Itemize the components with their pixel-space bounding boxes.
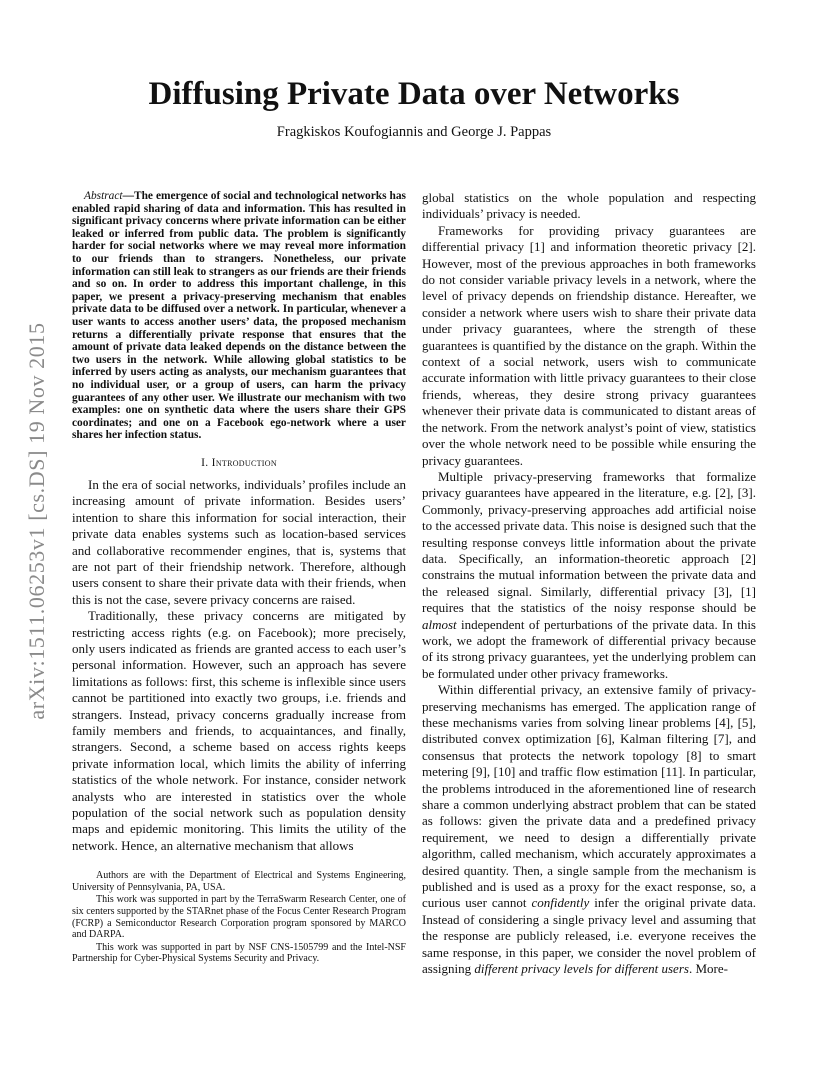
right-paragraph-3-part-a: Multiple privacy-preserving frameworks that formalize privacy guarantees have appeared in the literature, e.g. [2], [3]. Commonly, privacy-preserving approaches add artificial noise to the accessed private data. This noise is designed such that the resulting response conveys little information about the private data. Specifically, an information-theoretic approach [2] constrains the mutual information between the private data and the released signal. Similarly, differential privacy [3], [1] requires that the statistics of the noisy response should be [422, 468, 756, 616]
footnotes [72, 870, 406, 965]
footnote-affiliation: Authors are with the Department of Electrical and Systems Engineering, University of Pennsylvania, PA, USA. [72, 870, 406, 893]
emphasis-almost: almost [422, 616, 457, 632]
footnote-funding-terraswarm: This work was supported in part by the TerraSwarm Research Center, one of six centers supported by the STARnet phase of the Focus Center Research Program (FCRP) a Semiconductor Research Corporation program sponsored by MARCO and DARPA. [72, 894, 406, 941]
abstract [72, 190, 406, 442]
right-paragraph-2: Frameworks for providing privacy guarantees are differential privacy [1] and information theoretic privacy [2]. However, most of the previous approaches in both frameworks do not consider variable privacy levels in a network, where the level of privacy depends on friendship distance. Hereafter, we consider a network where users wish to share their private data under privacy guarantees, where the strength of these guarantees is quantified by the distance on the graph. Within the context of a social network, users wish to communicate accurate information with little privacy guarantees to their close friends, whereas, they desire strong privacy guarantees whenever their private data is communicated to distant areas of the network. From the network analyst’s point of view, statistics over the whole network need to be possible while ensuring the privacy guarantees. [422, 222, 756, 468]
paper-authors: Fragkiskos Koufogiannis and George J. Pappas [276, 124, 552, 140]
emphasis-confidently: confidently [531, 895, 590, 911]
intro-paragraph-1: In the era of social networks, individuals’ profiles include an increasing amount of private information. Besides users’ intention to share this information for social interaction, their private data enables systems such as location-based services and collaborative recommender engines, that is, systems that are not part of their friendship network. Therefore, although users consent to share their private data with their friends, when this is not the case, severe privacy concerns are raised. [72, 476, 406, 607]
left-column [72, 190, 406, 966]
right-paragraph-4-part-c: . More- [688, 961, 728, 977]
right-paragraph-1: global statistics on the whole population and respecting individuals’ privacy is needed. [422, 190, 756, 222]
right-paragraph-4-part-a: Within differential privacy, an extensive family of privacy-preserving mechanisms has emerged. The application range of these mechanisms varies from solving linear problems [4], [5], distributed convex optimization [6], Kalman filtering [7], and consensus that protects the network topology [8] to smart metering [9], [10] and traffic flow estimation [11]. In particular, the problems introduced in the aforementioned line of research share a common underlying abstract problem that can be stated as follows: given the private data and a predefined privacy requirement, we need to design a differentially private algorithm, called mechanism, which accurately approximates a desired quantity. Then, a single sample from the mechanism is published and is used as a proxy for the exact response, so, a curious user cannot [422, 682, 756, 911]
section-number: I. [201, 455, 212, 469]
right-paragraph-3-part-b: independent of perturbations of the private data. In this work, we adopt the framework of differential privacy because of its strong privacy guarantees, yet the underlying problem can be formulated under other privacy frameworks. [422, 616, 756, 681]
intro-paragraph-2: Traditionally, these privacy concerns are mitigated by restricting access rights (e.g. on Facebook); more precisely, only users indicated as friends are granted access to each user’s personal information. However, such an approach has severe limitations as follows: first, this scheme is inflexible since users cannot be partitioned into exactly two groups, i.e. friends and strangers. Instead, privacy concerns gradually increase from family members and friends, to acquaintances, and finally, strangers. Second, a scheme based on access rights keeps private information local, which limits the ability of inferring statistics of the whole network. For instance, consider network analysts who are interested in statistics over the whole population of the social network such as population density maps and epidemic monitoring. This limits the utility of the network. Hence, an alternative mechanism that allows [72, 608, 406, 853]
abstract-text: —The emergence of social and technological networks has enabled rapid sharing of data and information. This has resulted in significant privacy concerns where private information can be either leaked or inferred from public data. The problem is significantly harder for social networks where we may reveal more information to our friends than to strangers. Nonetheless, our private information can still leak to strangers as our friends are their friends and so on. In order to address this important challenge, in this paper, we present a privacy-preserving mechanism that enables private data to be diffused over a network. In particular, whenever a user wants to access another users’ data, the proposed mechanism returns a differentially private response that ensures that the amount of private data leaked depends on the distance between the two users in the network. While allowing global statistics to be inferred by users acting as analysts, our mechanism guarantees that no individual user, or a group of users, can harm the privacy guarantees of any other user. We illustrate our mechanism with two examples: one on synthetic data where the users share their GPS coordinates; and one on a Facebook ego-network where a user shares her infection status. [72, 190, 406, 442]
right-paragraph-3 [422, 469, 756, 682]
footnote-funding-nsf: This work was supported in part by NSF CNS-1505799 and the Intel-NSF Partnership for Cyber-Physical Systems Security and Privacy. [72, 941, 406, 965]
section-title: Introduction [211, 455, 277, 469]
right-column [422, 190, 756, 978]
section-heading-introduction [72, 456, 406, 469]
arxiv-stamp-text: arXiv:1511.06253v1 [cs.DS] 19 Nov 2015 [24, 322, 49, 720]
arxiv-stamp [26, 282, 48, 760]
abstract-lead: Abstract [84, 190, 123, 202]
paper-title: Diffusing Private Data over Networks [148, 76, 680, 112]
right-paragraph-4 [422, 682, 756, 977]
emphasis-different-privacy-levels: different privacy levels for different users [474, 961, 689, 977]
right-paragraph-4-part-b: infer the original private data. Instead of considering a single privacy level and assuming that the response are publicly released, i.e. everyone receives the same response, in this paper, we consider the novel problem of assigning [422, 895, 756, 977]
